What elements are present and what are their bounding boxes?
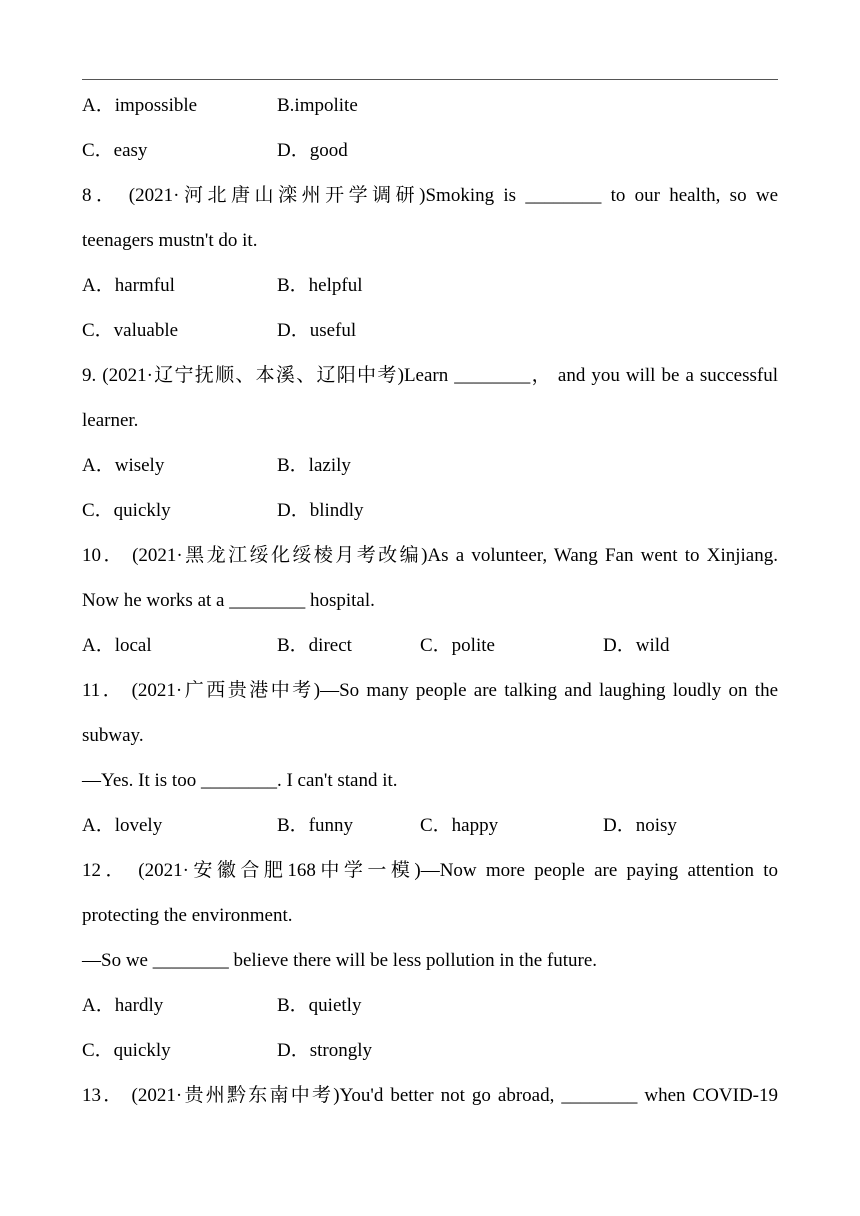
q11-stem-line-3: —Yes. It is too ________. I can't stand it. <box>82 770 398 791</box>
q10-option-a[interactable]: A．local <box>82 635 152 656</box>
q11-stem-line-2: subway. <box>82 725 144 746</box>
q8-stem-line-1: 8． (2021·河北唐山滦州开学调研)Smoking is ________ to our health, so we <box>82 185 778 206</box>
q12-option-b[interactable]: B．quietly <box>277 995 362 1016</box>
q8-options-row-1 <box>82 263 778 308</box>
q7-options-row-1 <box>82 83 778 128</box>
q11-option-d[interactable]: D．noisy <box>603 815 677 836</box>
header-rule <box>82 79 778 80</box>
q9-stem-line-1: 9. (2021·辽宁抚顺、本溪、辽阳中考)Learn ________， and you will be a successful <box>82 365 778 386</box>
q10-stem-line-2: Now he works at a ________ hospital. <box>82 590 375 611</box>
q7-option-c[interactable]: C．easy <box>82 140 148 161</box>
q12-options-row-1 <box>82 983 778 1028</box>
q10-stem-line-1: 10． (2021·黑龙江绥化绥棱月考改编)As a volunteer, Wang Fan went to Xinjiang. <box>82 545 778 566</box>
q9-option-b[interactable]: B．lazily <box>277 455 351 476</box>
q9-option-d[interactable]: D．blindly <box>277 500 364 521</box>
q12-options-row-2 <box>82 1028 778 1073</box>
q9-options-row-1 <box>82 443 778 488</box>
q12-option-d[interactable]: D．strongly <box>277 1040 373 1061</box>
q11-option-b[interactable]: B．funny <box>277 815 354 836</box>
q13-stem-line-1: 13． (2021·贵州黔东南中考)You'd better not go abroad, ________ when COVID-19 <box>82 1085 778 1106</box>
q11-option-a[interactable]: A．lovely <box>82 815 163 836</box>
q8-options-row-2 <box>82 308 778 353</box>
q12-stem-line-3: —So we ________ believe there will be less pollution in the future. <box>82 950 598 971</box>
q11-options-row <box>82 803 778 848</box>
q9-option-a[interactable]: A．wisely <box>82 455 165 476</box>
q9-options-row-2 <box>82 488 778 533</box>
q8-option-d[interactable]: D．useful <box>277 320 357 341</box>
q7-option-b[interactable]: B.impolite <box>277 95 358 116</box>
q10-option-c[interactable]: C．polite <box>420 635 495 656</box>
q10-option-d[interactable]: D．wild <box>603 635 670 656</box>
q12-option-a[interactable]: A．hardly <box>82 995 164 1016</box>
q9-option-c[interactable]: C．quickly <box>82 500 171 521</box>
q10-option-b[interactable]: B．direct <box>277 635 352 656</box>
q8-stem-line-2: teenagers mustn't do it. <box>82 230 258 251</box>
q10-options-row <box>82 623 778 668</box>
q12-stem-line-2: protecting the environment. <box>82 905 293 926</box>
q8-option-a[interactable]: A．harmful <box>82 275 175 296</box>
q12-option-c[interactable]: C．quickly <box>82 1040 171 1061</box>
q7-option-a[interactable]: A．impossible <box>82 95 198 116</box>
q7-options-row-2 <box>82 128 778 173</box>
question-list <box>82 83 778 1118</box>
q9-stem-line-2: learner. <box>82 410 139 431</box>
q11-stem-line-1: 11． (2021·广西贵港中考)—So many people are talking and laughing loudly on the <box>82 680 778 701</box>
q7-option-d[interactable]: D．good <box>277 140 348 161</box>
q8-option-c[interactable]: C．valuable <box>82 320 179 341</box>
q11-option-c[interactable]: C．happy <box>420 815 499 836</box>
q8-option-b[interactable]: B．helpful <box>277 275 363 296</box>
q12-stem-line-1: 12． (2021·安徽合肥168中学一模)—Now more people are paying attention to <box>82 860 778 881</box>
